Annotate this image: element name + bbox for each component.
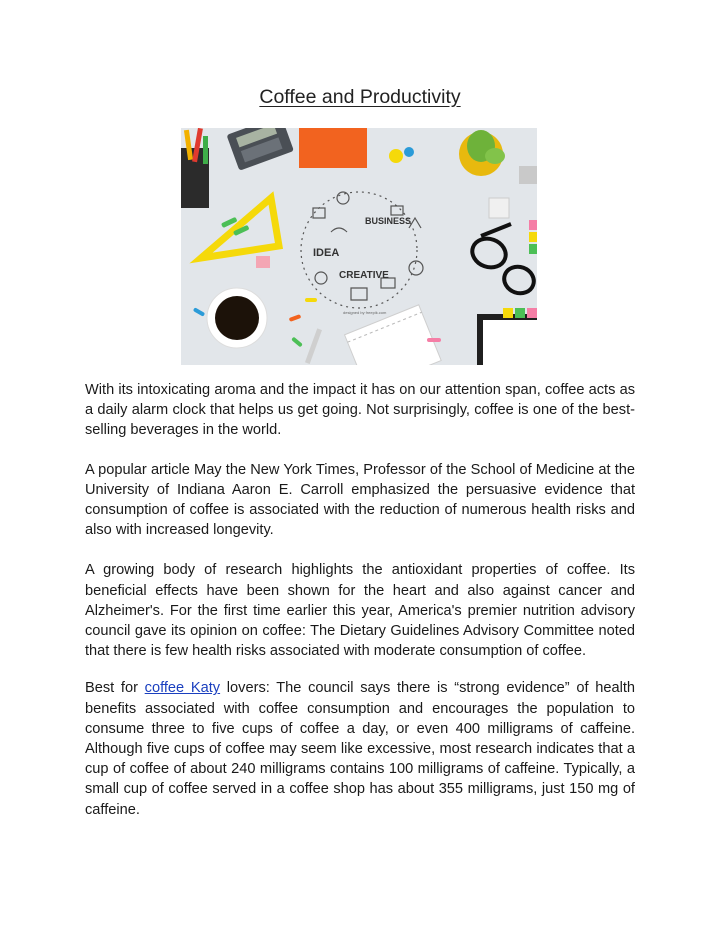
doodle-word-creative: CREATIVE	[339, 270, 389, 281]
paragraph-2: A popular article May the New York Times, Professor of the School of Medicine at the University of Indiana Aaron E. Carroll emphasized the persuasive evidence that consumption of coffee is associated with the reduction of numerous health risks and also with increased longevity.	[85, 461, 635, 539]
tablet-icon	[477, 314, 537, 365]
hero-image	[181, 128, 537, 365]
doodle-word-idea: IDEA	[313, 247, 340, 259]
article-body	[85, 380, 635, 820]
doodle-word-business: BUSINESS	[365, 216, 412, 226]
paragraph-4-lead: Best for	[85, 680, 145, 697]
paragraph-4-rest: lovers: The council says there is “strong evidence” of health benefits associated with coffee consumption and encourages the population to consume three to five cups of coffee a day, or even 400 milligrams of caffeine. Although five cups of coffee may seem like excessive, most research indicates that a cup of coffee of about 240 milligrams contains 100 milligrams of caffeine. Typically, a small cup of coffee served in a coffee shop has about 355 milligrams, just 150 mg of caffeine.	[85, 680, 636, 818]
page-title: Coffee and Productivity	[259, 86, 461, 108]
coffee-katy-link[interactable]: coffee Katy	[144, 680, 221, 697]
image-credit: designed by freepik.com	[343, 310, 387, 315]
paragraph-4	[85, 678, 635, 819]
paragraph-3: A growing body of research highlights the antioxidant properties of coffee. Its beneficial effects have been shown for the heart and also against cancer and Alzheimer's. For the first time earlier this year, America's premier nutrition advisory council gave its opinion on coffee: The Dietary Guidelines Advisory Committee noted that there is few health risks associated with moderate consumption of coffee.	[85, 562, 635, 660]
coffee-cup-icon	[207, 288, 267, 348]
paragraph-1: With its intoxicating aroma and the impact it has on our attention span, coffee acts as a daily alarm clock that helps us get going. Not surprisingly, coffee is one of the best-selling beverages in the world.	[85, 382, 635, 439]
orange-notebook-icon	[299, 128, 367, 168]
